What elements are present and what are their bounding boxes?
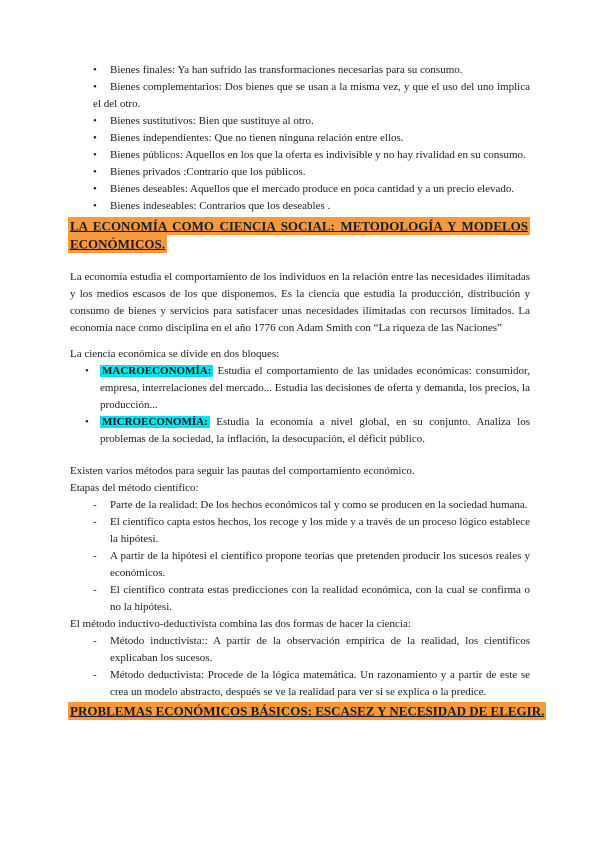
list-item-text: Bienes sustitutivos: Bien que sustituye al otro. [110,115,314,127]
section-heading-methodology [68,217,530,253]
list-item [70,633,530,667]
list-item [70,181,530,198]
scientific-steps-list [70,497,530,616]
paragraph-steps-label: Etapas del método científico: [70,482,199,494]
section-heading-methodology-text: LA ECONOMÍA COMO CIENCIA SOCIAL: METODOLOGÍA Y MODELOS ECONÓMICOS. [70,218,528,251]
bullet-icon [93,147,110,164]
list-item [70,79,530,113]
method-types-list [70,633,530,701]
paragraph-methods-intro: Existen varios métodos para seguir las pautas del comportamiento económico. [70,465,415,477]
list-item-text: El científico capta estos hechos, los recoge y los mide y a través de un proceso lógico establece la hipótesi. [110,516,530,545]
branches-list [70,363,530,448]
dash-icon [93,582,97,599]
list-item-text: Bienes privados :Contrario que los públicos. [110,166,306,178]
list-item-text: Bienes finales: Ya han sufrido las transformaciones necesarias para su consumo. [110,64,463,76]
dash-icon [93,633,97,650]
branch-term: MICROECONOMÍA: [102,416,208,428]
branch-text: Estudia el comportamiento de las unidades económicas: consumidor, empresa, interrelaciones del mercado... Estudia las decisiones de oferta y demanda, los precios, la producción... [100,365,530,411]
branch-term: MACROECONOMÍA: [102,365,212,377]
list-item [70,582,530,616]
bullet-icon [93,79,110,96]
bullet-icon [93,113,110,130]
branch-text: Estudia la economía a nivel global, en su conjunto. Analiza los problemas de la sociedad, la inflación, la desocupación, el déficit público. [100,416,531,445]
dash-icon [93,497,97,514]
list-item [70,113,530,130]
list-item [70,198,530,215]
list-item-text: Bienes independientes: Que no tienen ninguna relación entre ellos. [110,132,404,144]
dash-icon [93,548,97,565]
bullet-icon [85,363,89,380]
list-item [70,414,530,448]
bullet-icon [93,181,110,198]
list-item-text: Método deductivista: Procede de la lógica matemática. Un razonamiento y a partir de este se crea un modelo abstracto, después se ve la realidad para ver si se explica o la predice. [110,669,530,698]
list-item [70,147,530,164]
list-item-text: A partir de la hipótesi el científico propone teorías que pretenden producir los sucesos reales y económicos. [110,550,530,579]
goods-list [70,62,530,215]
list-item [70,514,530,548]
bullet-icon [93,62,110,79]
paragraph-division-intro: La ciencia económica se divide en dos bloques: [70,348,280,360]
paragraph-intro: La economía estudia el comportamiento de los individuos en la relación entre las necesidades ilimitadas y los medios escasos de los que disponemos. Es la ciencia que estudia la producción, distribución y consumo de bienes y servicios para satisfacer unas necesidades ilimitadas con recursos limitados. La economía nace como disciplina en el año 1776 con Adam Smith con “La riqueza de las Naciones” [70,271,530,334]
bullet-icon [93,164,110,181]
list-item-text: Parte de la realidad: De los hechos económicos tal y como se producen en la sociedad humana. [110,499,528,511]
section-heading-problems [68,702,545,720]
paragraph-combined-method: El método inductivo-deductivista combina las dos formas de hacer la ciencia: [70,618,411,630]
list-item-text: Bienes públicos: Aquellos en los que la oferta es indivisible y no hay rivalidad en su consumo. [110,149,526,161]
list-item-text: Bienes deseables: Aquellos que el mercado produce en poca cantidad y a un precio elevado. [110,183,515,195]
list-item [70,363,530,414]
list-item-text: El científico contrata estas predicciones con la realidad económica, con la cual se confirma o no la hipótesi. [110,584,530,613]
list-item [70,164,530,181]
list-item [70,497,530,514]
list-item [70,548,530,582]
list-item [70,130,530,147]
bullet-icon [93,198,110,215]
list-item-text: Bienes complementarios: Dos bienes que se usan a la misma vez, y que el uso del uno implica el del otro. [93,81,530,110]
section-heading-problems-text: PROBLEMAS ECONÓMICOS BÁSICOS: ESCASEZ Y NECESIDAD DE ELEGIR. [70,703,545,718]
list-item-text: Bienes indeseables: Contrarios que los deseables . [110,200,331,212]
bullet-icon [93,130,110,147]
list-item [70,62,530,79]
bullet-icon [85,414,89,431]
list-item [70,667,530,701]
list-item-text: Método inductivista:: A partir de la observación empírica de la realidad, los científicos explicaban los sucesos. [110,635,530,664]
dash-icon [93,514,97,531]
dash-icon [93,667,97,684]
